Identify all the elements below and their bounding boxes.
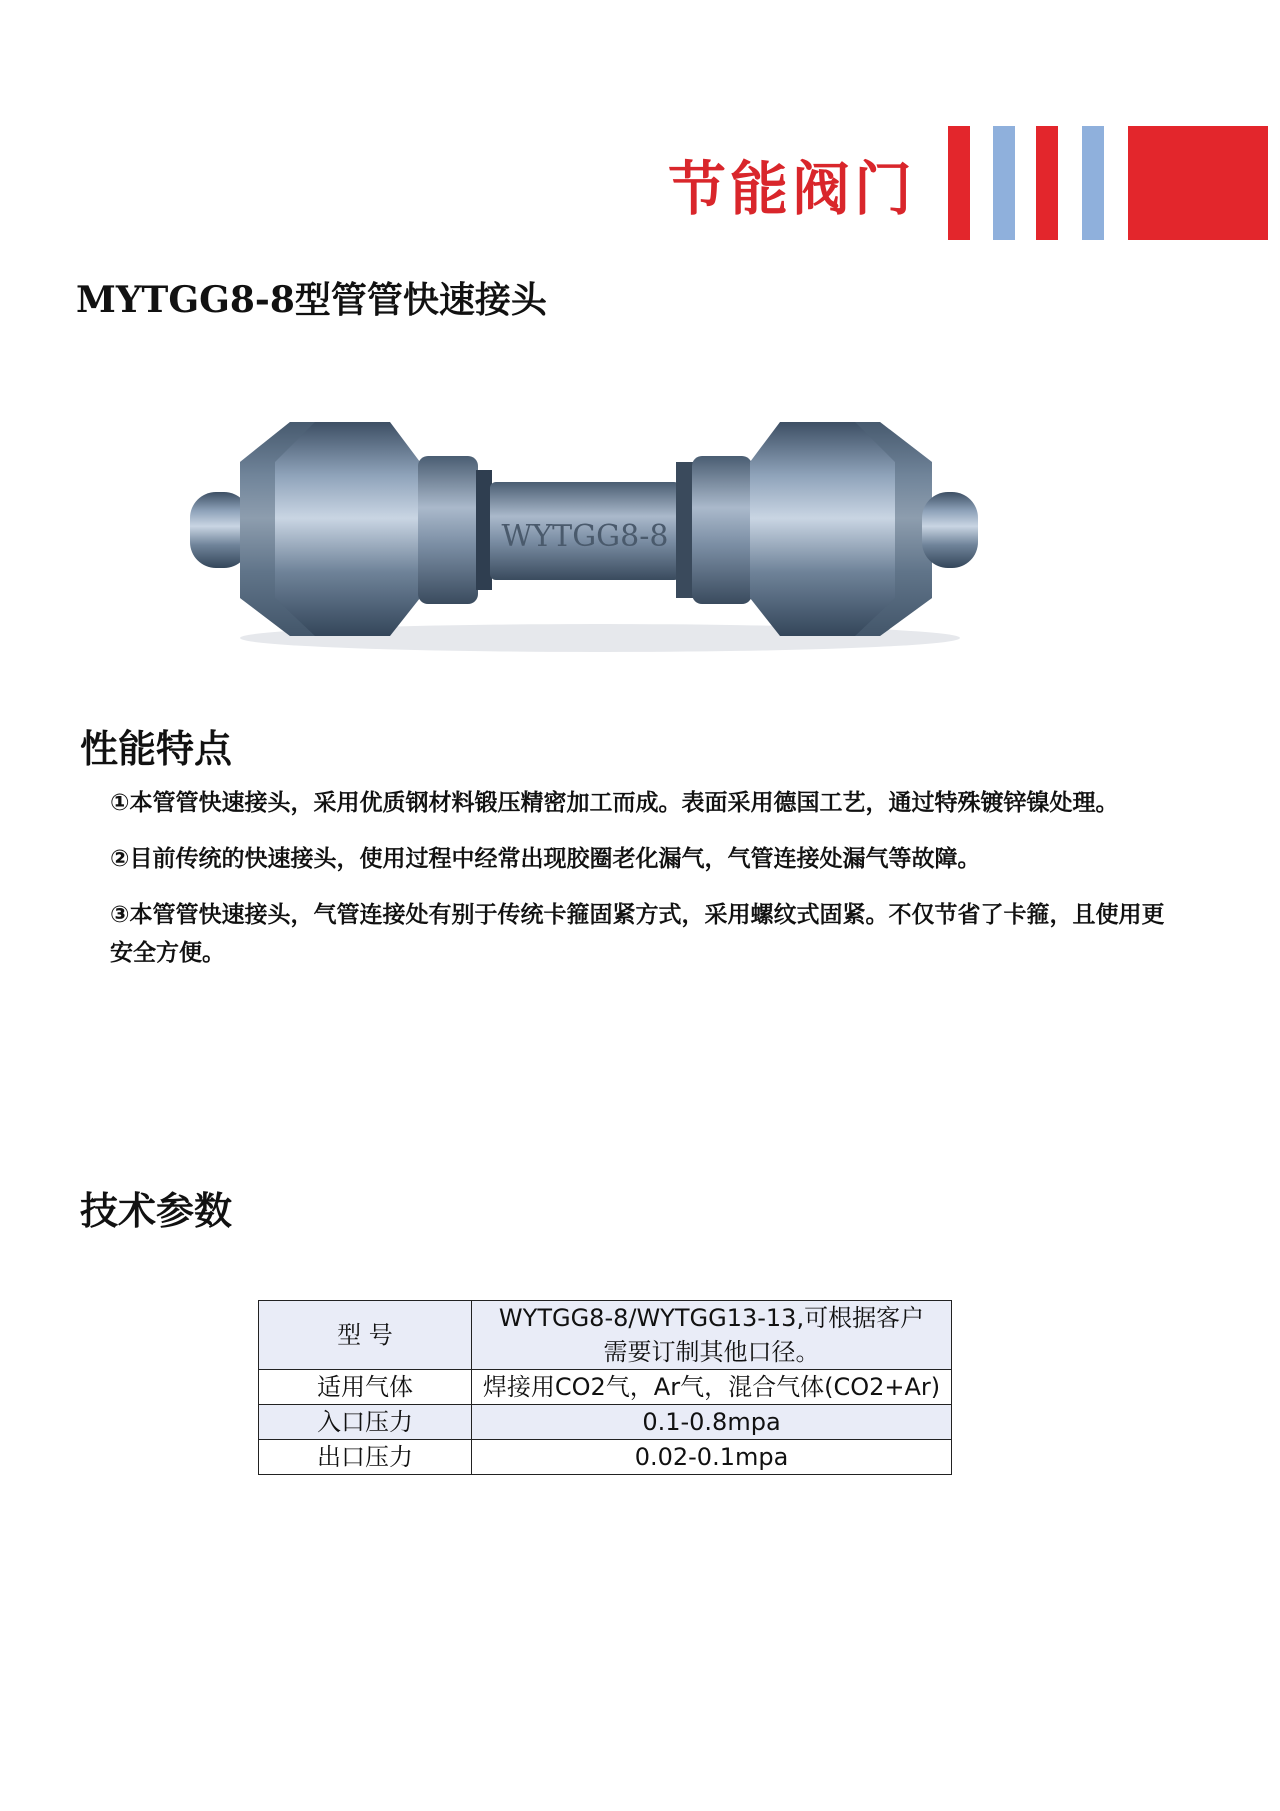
engraving-text: WYTGG8-8 xyxy=(501,519,669,554)
specs-title: 技术参数 xyxy=(80,1189,233,1233)
stripe-blue-2 xyxy=(1082,126,1104,240)
spec-value: 焊接用CO2气，Ar气，混合气体(CO2+Ar) xyxy=(472,1370,952,1405)
spec-value: WYTGG8-8/WYTGG13-13,可根据客户需要订制其他口径。 xyxy=(472,1301,952,1370)
table-row xyxy=(259,1301,952,1370)
feature-item: ③本管管快速接头，气管连接处有别于传统卡箍固紧方式，采用螺纹式固紧。不仅节省了卡箍，且使用更安全方便。 xyxy=(110,902,1165,966)
table-row xyxy=(259,1370,952,1405)
spec-value: 0.02-0.1mpa xyxy=(472,1440,952,1475)
table-row xyxy=(259,1440,952,1475)
features-list xyxy=(110,784,1180,990)
table-row xyxy=(259,1405,952,1440)
features-title: 性能特点 xyxy=(80,727,233,771)
feature-item: ②目前传统的快速接头，使用过程中经常出现胶圈老化漏气，气管连接处漏气等故障。 xyxy=(110,846,981,872)
spec-label: 出口压力 xyxy=(259,1440,472,1475)
brand-stripes xyxy=(0,126,1280,240)
spec-value: 0.1-0.8mpa xyxy=(472,1405,952,1440)
stripe-red-block xyxy=(1128,126,1268,240)
stripe-blue-1 xyxy=(993,126,1015,240)
stripe-red-1 xyxy=(948,126,970,240)
stripe-red-2 xyxy=(1036,126,1058,240)
specs-table xyxy=(258,1300,952,1475)
product-photo xyxy=(180,400,1020,660)
spec-label: 型 号 xyxy=(259,1301,472,1370)
product-title: MYTGG8-8型管管快速接头 xyxy=(76,279,547,321)
feature-item: ①本管管快速接头，采用优质钢材料锻压精密加工而成。表面采用德国工艺，通过特殊镀锌镍处理。 xyxy=(110,790,1119,816)
brand-title: 节能阀门 xyxy=(668,155,917,223)
spec-label: 适用气体 xyxy=(259,1370,472,1405)
spec-label: 入口压力 xyxy=(259,1405,472,1440)
